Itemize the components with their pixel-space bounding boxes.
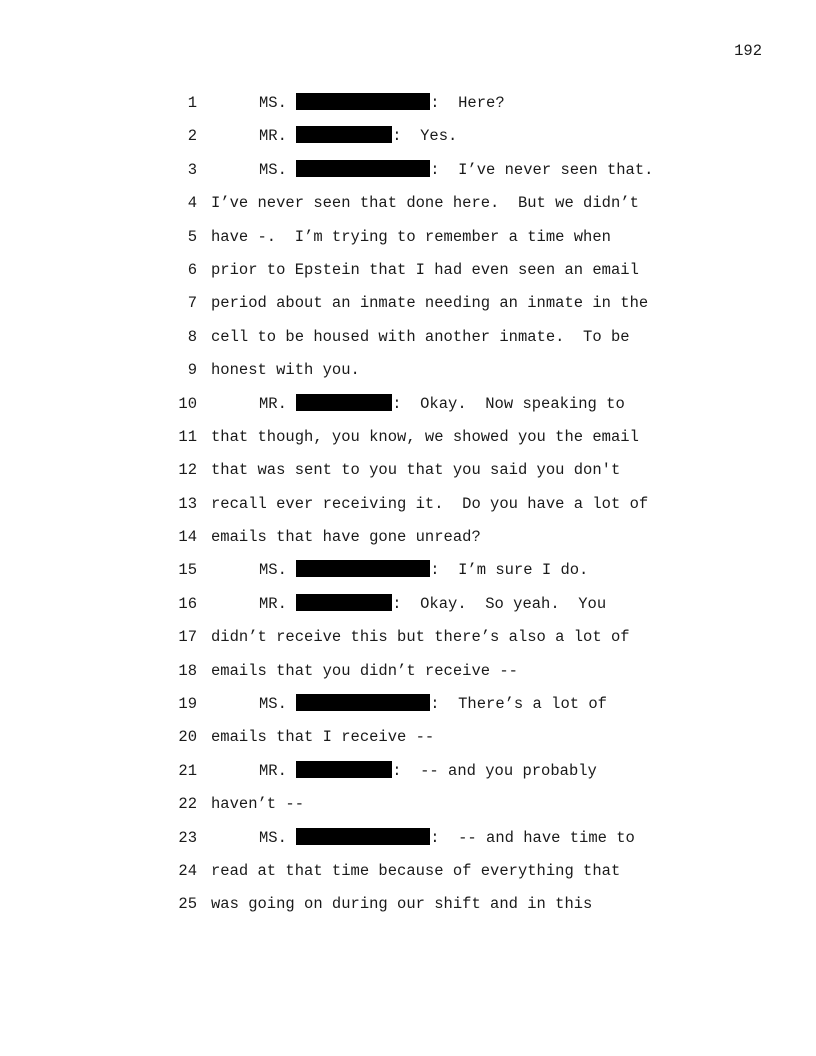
- spoken-text: that though, you know, we showed you the email: [211, 427, 639, 446]
- page-number: 192: [734, 42, 762, 60]
- spoken-text: : Okay. Now speaking to: [392, 394, 625, 413]
- speaker-label: MR.: [259, 127, 287, 146]
- transcript-line: [0, 626, 816, 659]
- transcript-line: [0, 893, 816, 926]
- spoken-text: emails that I receive --: [211, 728, 435, 747]
- transcript-line: [0, 125, 816, 158]
- spoken-text: period about an inmate needing an inmate in the: [211, 294, 649, 313]
- spoken-text: cell to be housed with another inmate. To be: [211, 327, 630, 346]
- transcript-line: [0, 192, 816, 225]
- spoken-text: : I’ve never seen that.: [430, 160, 654, 179]
- transcript-line: [0, 526, 816, 559]
- line-number: 25: [178, 895, 197, 914]
- spoken-text: : Yes.: [392, 127, 458, 146]
- line-number: 23: [178, 828, 197, 847]
- speaker-label: MR.: [259, 394, 287, 413]
- spoken-text: : I’m sure I do.: [430, 561, 589, 580]
- transcript-line: [0, 860, 816, 893]
- line-number: 11: [178, 427, 197, 446]
- line-text: [211, 660, 518, 682]
- line-text: [211, 526, 481, 548]
- line-text: [211, 626, 630, 648]
- line-number: 8: [187, 327, 197, 346]
- spoken-text: : -- and you probably: [392, 761, 597, 780]
- transcript-line: [0, 693, 816, 726]
- line-text: [211, 893, 592, 915]
- redaction-block: [296, 560, 430, 577]
- transcript-line: [0, 359, 816, 392]
- spoken-text: : Here?: [430, 94, 505, 112]
- line-text: [259, 760, 597, 782]
- line-text: [211, 292, 648, 314]
- line-text: [259, 393, 625, 415]
- speaker-label: MS.: [259, 695, 287, 714]
- line-text: [211, 726, 434, 748]
- transcript-line: [0, 92, 816, 125]
- redaction-block: [296, 761, 392, 778]
- line-text: [211, 793, 304, 815]
- speaker-label: MR.: [259, 594, 287, 613]
- redaction-block: [296, 160, 430, 177]
- spoken-text: have -. I’m trying to remember a time when: [211, 227, 611, 246]
- transcript-line: [0, 660, 816, 693]
- line-number: 13: [178, 494, 197, 513]
- transcript-line: [0, 159, 816, 192]
- line-text: [211, 860, 620, 882]
- spoken-text: read at that time because of everything that: [211, 861, 621, 880]
- line-number: 21: [178, 761, 197, 780]
- redaction-block: [296, 93, 430, 110]
- speaker-label: MR.: [259, 761, 287, 780]
- line-text: [211, 226, 611, 248]
- line-number: 24: [178, 861, 197, 880]
- line-number: 22: [178, 795, 197, 814]
- speaker-label: MS.: [259, 94, 287, 112]
- redaction-block: [296, 694, 430, 711]
- spoken-text: emails that you didn’t receive --: [211, 661, 518, 680]
- redaction-block: [296, 594, 392, 611]
- spoken-text: that was sent to you that you said you don't: [211, 461, 621, 480]
- line-number: 3: [187, 160, 197, 179]
- spoken-text: : There’s a lot of: [430, 695, 607, 714]
- transcript-line: [0, 559, 816, 592]
- line-text: [211, 259, 639, 281]
- line-text: [211, 359, 360, 381]
- transcript-line: [0, 793, 816, 826]
- line-text: [211, 426, 639, 448]
- transcript-body: [0, 92, 816, 927]
- transcript-line: [0, 760, 816, 793]
- spoken-text: haven’t --: [211, 795, 305, 814]
- spoken-text: prior to Epstein that I had even seen an email: [211, 260, 639, 279]
- line-number: 14: [178, 528, 197, 547]
- line-number: 2: [187, 127, 197, 146]
- line-number: 5: [187, 227, 197, 246]
- spoken-text: : Okay. So yeah. You: [392, 594, 607, 613]
- line-number: 4: [187, 194, 197, 213]
- line-text: [211, 493, 648, 515]
- line-text: [259, 593, 606, 615]
- transcript-line: [0, 259, 816, 292]
- line-text: [259, 159, 653, 181]
- redaction-block: [296, 394, 392, 411]
- transcript-line: [0, 393, 816, 426]
- line-text: [211, 192, 639, 214]
- line-number: 20: [178, 728, 197, 747]
- transcript-line: [0, 827, 816, 860]
- line-text: [259, 559, 588, 581]
- line-text: [211, 459, 620, 481]
- line-number: 1: [187, 94, 197, 112]
- line-text: [259, 125, 457, 147]
- line-number: 9: [187, 361, 197, 380]
- line-number: 10: [178, 394, 197, 413]
- spoken-text: didn’t receive this but there’s also a lot of: [211, 628, 630, 647]
- line-number: 18: [178, 661, 197, 680]
- speaker-label: MS.: [259, 561, 287, 580]
- transcript-line: [0, 326, 816, 359]
- line-number: 19: [178, 695, 197, 714]
- transcript-line: [0, 593, 816, 626]
- line-number: 6: [187, 260, 197, 279]
- transcript-line: [0, 726, 816, 759]
- spoken-text: emails that have gone unread?: [211, 528, 481, 547]
- redaction-block: [296, 828, 430, 845]
- line-text: [259, 693, 607, 715]
- spoken-text: honest with you.: [211, 361, 360, 380]
- line-number: 12: [178, 461, 197, 480]
- line-number: 7: [187, 294, 197, 313]
- transcript-line: [0, 292, 816, 325]
- spoken-text: was going on during our shift and in this: [211, 895, 593, 914]
- transcript-line: [0, 226, 816, 259]
- transcript-line: [0, 459, 816, 492]
- speaker-label: MS.: [259, 160, 287, 179]
- line-text: [211, 326, 630, 348]
- speaker-label: MS.: [259, 828, 287, 847]
- transcript-line: [0, 426, 816, 459]
- line-number: 16: [178, 594, 197, 613]
- transcript-line: [0, 493, 816, 526]
- spoken-text: recall ever receiving it. Do you have a lot of: [211, 494, 649, 513]
- spoken-text: : -- and have time to: [430, 828, 635, 847]
- line-text: [259, 827, 635, 849]
- line-number: 17: [178, 628, 197, 647]
- line-number: 15: [178, 561, 197, 580]
- redaction-block: [296, 126, 392, 143]
- line-text: [259, 92, 505, 114]
- spoken-text: I’ve never seen that done here. But we didn’t: [211, 194, 639, 213]
